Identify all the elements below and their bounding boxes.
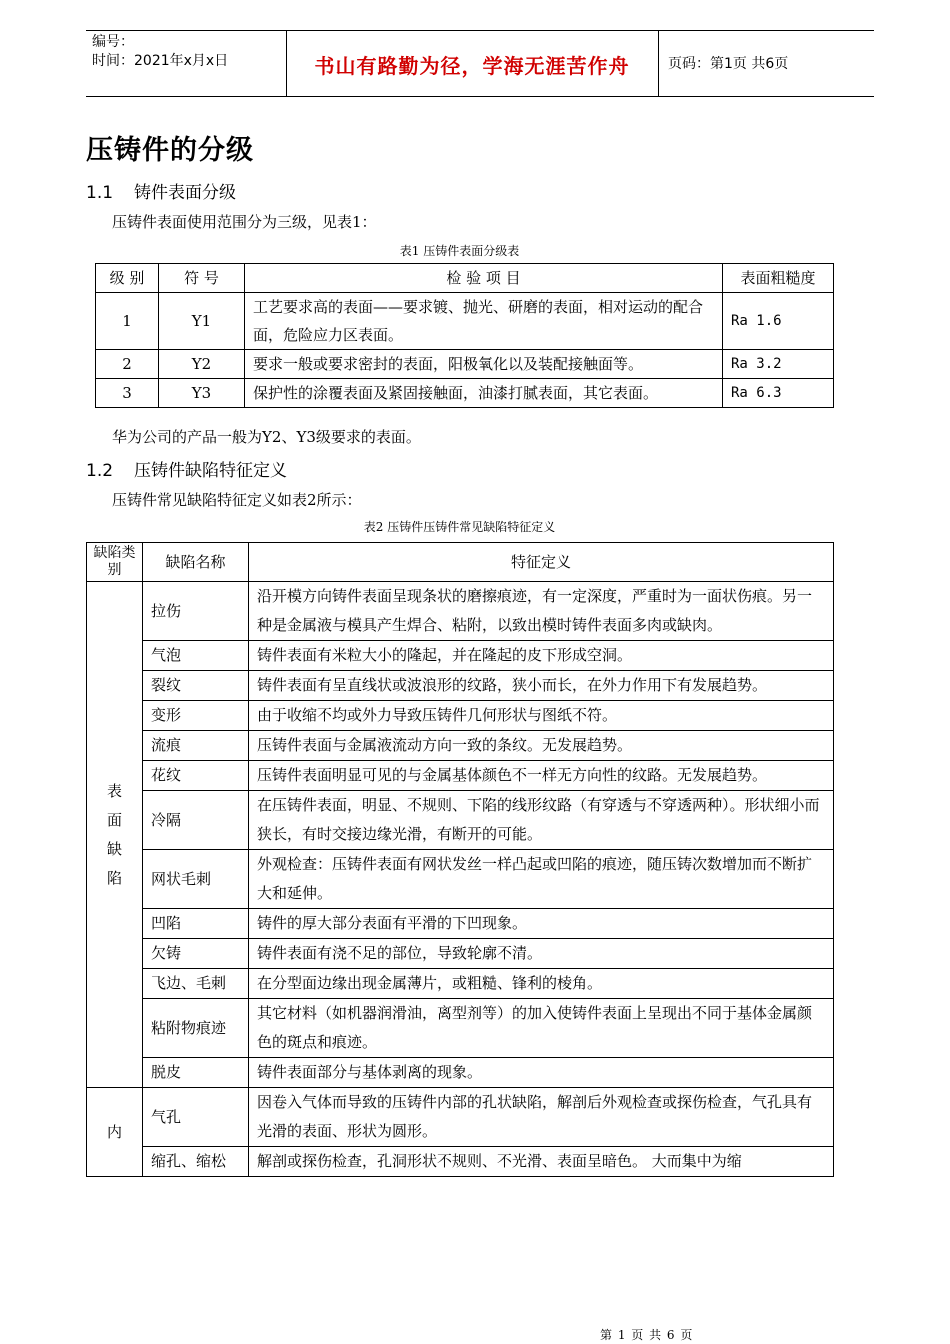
defect-name: 气泡 bbox=[143, 641, 249, 671]
section-number: 1.2 bbox=[86, 461, 114, 481]
table-row bbox=[87, 1147, 834, 1177]
table-row bbox=[96, 293, 834, 350]
table-row bbox=[87, 791, 834, 850]
table-header-row bbox=[87, 543, 834, 582]
defect-name: 飞边、毛刺 bbox=[143, 969, 249, 999]
item-cell: 要求一般或要求密封的表面，阳极氧化以及装配接触面等。 bbox=[245, 350, 723, 379]
roughness-cell: Ra 1.6 bbox=[723, 293, 834, 350]
table-row bbox=[87, 761, 834, 791]
serial-label: 编号： bbox=[92, 34, 134, 50]
defect-name: 冷隔 bbox=[143, 791, 249, 850]
page-info: 页码：第1页 共6页 bbox=[668, 56, 789, 72]
category-char: 陷 bbox=[106, 868, 122, 887]
defect-name: 流痕 bbox=[143, 731, 249, 761]
section1-note: 华为公司的产品一般为Y2、Y3级要求的表面。 bbox=[112, 428, 421, 446]
level-cell: 1 bbox=[96, 293, 159, 350]
level-cell: 2 bbox=[96, 350, 159, 379]
defect-definition: 其它材料（如机器润滑油，离型剂等）的加入使铸件表面上呈现出不同于基体金属颜色的斑点和痕迹。 bbox=[249, 999, 834, 1058]
header-bottom-rule bbox=[86, 96, 874, 97]
motto: 书山有路勤为径，学海无涯苦作舟 bbox=[314, 54, 630, 78]
table-row bbox=[87, 909, 834, 939]
defect-definition: 解剖或探伤检查，孔洞形状不规则、不光滑、表面呈暗色。 大而集中为缩 bbox=[249, 1147, 834, 1177]
header-level: 级 别 bbox=[96, 264, 159, 293]
defect-definition: 铸件表面有米粒大小的隆起，并在隆起的皮下形成空洞。 bbox=[249, 641, 834, 671]
category-char: 表 bbox=[106, 781, 122, 800]
table-row bbox=[87, 731, 834, 761]
table-header-row bbox=[96, 264, 834, 293]
defect-definition: 铸件的厚大部分表面有平滑的下凹现象。 bbox=[249, 909, 834, 939]
table-row bbox=[87, 582, 834, 641]
symbol-cell: Y3 bbox=[159, 379, 245, 408]
level-cell: 3 bbox=[96, 379, 159, 408]
table-row bbox=[87, 671, 834, 701]
table2-caption: 表2 压铸件压铸件常见缺陷特征定义 bbox=[363, 520, 556, 534]
category-surface-defect bbox=[87, 582, 143, 1088]
table-row bbox=[87, 999, 834, 1058]
date-label: 时间：2021年x月x日 bbox=[92, 53, 229, 69]
defect-name: 裂纹 bbox=[143, 671, 249, 701]
header-symbol: 符 号 bbox=[159, 264, 245, 293]
section1-intro: 压铸件表面使用范围分为三级，见表1： bbox=[112, 213, 377, 231]
defect-definition: 铸件表面部分与基体剥离的现象。 bbox=[249, 1058, 834, 1088]
defect-definition: 沿开模方向铸件表面呈现条状的磨擦痕迹，有一定深度，严重时为一面状伤痕。另一种是金属液与模具产生焊合、粘附，以致出模时铸件表面多肉或缺肉。 bbox=[249, 582, 834, 641]
header-name: 缺陷名称 bbox=[143, 543, 249, 582]
defect-definition: 压铸件表面明显可见的与金属基体颜色不一样无方向性的纹路。无发展趋势。 bbox=[249, 761, 834, 791]
symbol-cell: Y1 bbox=[159, 293, 245, 350]
section-title: 铸件表面分级 bbox=[134, 183, 236, 203]
table-row bbox=[87, 939, 834, 969]
defect-definition: 在压铸件表面，明显、不规则、下陷的线形纹路（有穿透与不穿透两种）。形状细小而狭长，有时交接边缘光滑，有断开的可能。 bbox=[249, 791, 834, 850]
item-cell: 保护性的涂覆表面及紧固接触面，油漆打腻表面，其它表面。 bbox=[245, 379, 723, 408]
section-number: 1.1 bbox=[86, 183, 114, 203]
defect-definition: 外观检查：压铸件表面有网状发丝一样凸起或凹陷的痕迹，随压铸次数增加而不断扩大和延伸。 bbox=[249, 850, 834, 909]
category-internal-defect: 内 bbox=[87, 1088, 143, 1177]
table-row bbox=[96, 350, 834, 379]
table-row bbox=[87, 641, 834, 671]
table-row bbox=[87, 1058, 834, 1088]
defect-definition: 由于收缩不均或外力导致压铸件几何形状与图纸不符。 bbox=[249, 701, 834, 731]
defect-name: 花纹 bbox=[143, 761, 249, 791]
section-title: 压铸件缺陷特征定义 bbox=[134, 461, 287, 481]
roughness-cell: Ra 3.2 bbox=[723, 350, 834, 379]
defect-name: 拉伤 bbox=[143, 582, 249, 641]
table-row bbox=[87, 969, 834, 999]
table-row bbox=[87, 701, 834, 731]
defect-definition: 在分型面边缘出现金属薄片，或粗糙、锋利的棱角。 bbox=[249, 969, 834, 999]
page-footer: 第 1 页 共 6 页 bbox=[600, 1328, 694, 1342]
defect-definition: 因卷入气体而导致的压铸件内部的孔状缺陷，解剖后外观检查或探伤检查，气孔具有光滑的表面、形状为圆形。 bbox=[249, 1088, 834, 1147]
symbol-cell: Y2 bbox=[159, 350, 245, 379]
header-definition: 特征定义 bbox=[249, 543, 834, 582]
defect-name: 粘附物痕迹 bbox=[143, 999, 249, 1058]
header-item: 检 验 项 目 bbox=[245, 264, 723, 293]
document-title: 压铸件的分级 bbox=[86, 135, 254, 166]
header-category: 缺陷类别 bbox=[87, 543, 143, 582]
defect-name: 欠铸 bbox=[143, 939, 249, 969]
defect-definition-table bbox=[86, 542, 834, 1177]
defect-definition: 铸件表面有浇不足的部位，导致轮廓不清。 bbox=[249, 939, 834, 969]
category-char: 缺 bbox=[106, 839, 122, 858]
defect-name: 变形 bbox=[143, 701, 249, 731]
header-top-rule bbox=[86, 30, 874, 31]
table-row bbox=[96, 379, 834, 408]
section-heading-1-2 bbox=[86, 456, 287, 481]
header-roughness: 表面粗糙度 bbox=[723, 264, 834, 293]
category-char: 面 bbox=[106, 810, 122, 829]
header-divider-right bbox=[658, 30, 659, 96]
defect-name: 缩孔、缩松 bbox=[143, 1147, 249, 1177]
table-row bbox=[87, 850, 834, 909]
table1-caption: 表1 压铸件表面分级表 bbox=[399, 244, 520, 258]
defect-name: 气孔 bbox=[143, 1088, 249, 1147]
defect-name: 脱皮 bbox=[143, 1058, 249, 1088]
defect-name: 凹陷 bbox=[143, 909, 249, 939]
defect-name: 网状毛刺 bbox=[143, 850, 249, 909]
item-cell: 工艺要求高的表面——要求镀、抛光、研磨的表面，相对运动的配合面，危险应力区表面。 bbox=[245, 293, 723, 350]
roughness-cell: Ra 6.3 bbox=[723, 379, 834, 408]
table-row bbox=[87, 1088, 834, 1147]
surface-grade-table bbox=[95, 263, 834, 408]
defect-definition: 铸件表面有呈直线状或波浪形的纹路，狭小而长，在外力作用下有发展趋势。 bbox=[249, 671, 834, 701]
defect-definition: 压铸件表面与金属液流动方向一致的条纹。无发展趋势。 bbox=[249, 731, 834, 761]
section2-intro: 压铸件常见缺陷特征定义如表2所示： bbox=[112, 491, 362, 509]
section-heading-1-1 bbox=[86, 178, 236, 203]
